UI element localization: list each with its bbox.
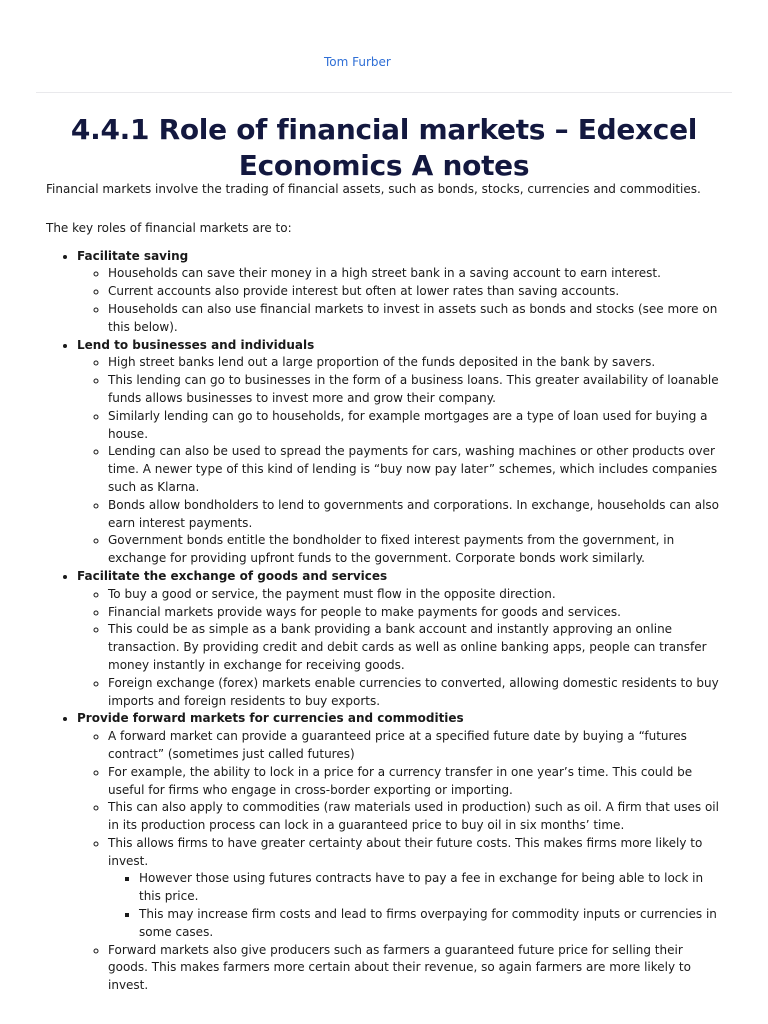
list-item [77,568,726,710]
list-item: ◦ High street banks lend out a large proportion of the funds deposited in the bank by savers. [108,354,726,372]
list-item: ▪ This may increase firm costs and lead to firms overpaying for commodity inputs or currencies in some cases. [139,906,726,942]
lead-paragraph: The key roles of financial markets are to: [46,220,292,235]
sub-list [77,265,726,336]
list-item [108,835,726,942]
list-item [77,337,726,568]
list-item: ◦ Lending can also be used to spread the payments for cars, washing machines or other products over time. A newer type of this kind of lending is “buy now pay later” schemes, which includes companies such as Klarna. [108,443,726,496]
list-item: ◦ For example, the ability to lock in a price for a currency transfer in one year’s time. This could be useful for firms who engage in cross-border exporting or importing. [108,764,726,800]
page-title: 4.4.1 Role of financial markets – Edexcel Economics A notes [70,113,698,182]
section-heading: Facilitate saving [77,248,189,263]
section-heading: Facilitate the exchange of goods and services [77,568,388,583]
list-item: ◦ This lending can go to businesses in the form of a business loans. This greater availability of loanable funds allows businesses to invest more and grow their company. [108,372,726,408]
list-item: ◦ Current accounts also provide interest but often at lower rates than saving accounts. [108,283,726,301]
list-item: ◦ Bonds allow bondholders to lend to governments and corporations. In exchange, households can also earn interest payments. [108,497,726,533]
list-item: ◦ To buy a good or service, the payment must flow in the opposite direction. [108,586,726,604]
list-item: ◦ This can also apply to commodities (raw materials used in production) such as oil. A firm that uses oil in its production process can lock in a guaranteed price to buy oil in six months’ time. [108,799,726,835]
intro-paragraph: Financial markets involve the trading of financial assets, such as bonds, stocks, currencies and commodities. [46,182,701,196]
list-item: ◦ This could be as simple as a bank providing a bank account and instantly approving an online transaction. By providing credit and debit cards as well as online banking apps, people can transfer money instantly in exchange for receiving goods. [108,621,726,674]
list-item [77,710,726,995]
divider [36,92,732,93]
list-item-text: This allows firms to have greater certainty about their future costs. This makes firms more likely to invest. [108,835,703,868]
article-body [46,181,726,995]
list-item: ◦ Similarly lending can go to households, for example mortgages are a type of loan used for buying a house. [108,408,726,444]
list-item: ◦ Households can also use financial markets to invest in assets such as bonds and stocks (see more on this below). [108,301,726,337]
sub-list [77,586,726,711]
list-item: ◦ Households can save their money in a high street bank in a saving account to earn interest. [108,265,726,283]
section-heading: Lend to businesses and individuals [77,337,315,352]
list-item: ▪ However those using futures contracts have to pay a fee in exchange for being able to lock in this price. [139,870,726,906]
list-item: ◦ Forward markets also give producers such as farmers a guaranteed future price for selling their goods. This makes farmers more certain about their revenue, so again farmers are more likely to invest. [108,942,726,995]
sub-list [77,354,726,568]
list-item [77,248,726,337]
nested-list [108,870,726,941]
author-link[interactable]: Tom Furber [324,55,391,69]
roles-list [46,248,726,995]
list-item: ◦ A forward market can provide a guaranteed price at a specified future date by buying a “futures contract” (sometimes just called futures) [108,728,726,764]
section-heading: Provide forward markets for currencies and commodities [77,711,464,726]
list-item: ◦ Financial markets provide ways for people to make payments for goods and services. [108,604,726,622]
list-item: ◦ Government bonds entitle the bondholder to fixed interest payments from the government, in exchange for providing upfront funds to the government. Corporate bonds work similarly. [108,532,726,568]
sub-list [77,728,726,995]
list-item: ◦ Foreign exchange (forex) markets enable currencies to converted, allowing domestic residents to buy imports and foreign residents to buy exports. [108,675,726,711]
